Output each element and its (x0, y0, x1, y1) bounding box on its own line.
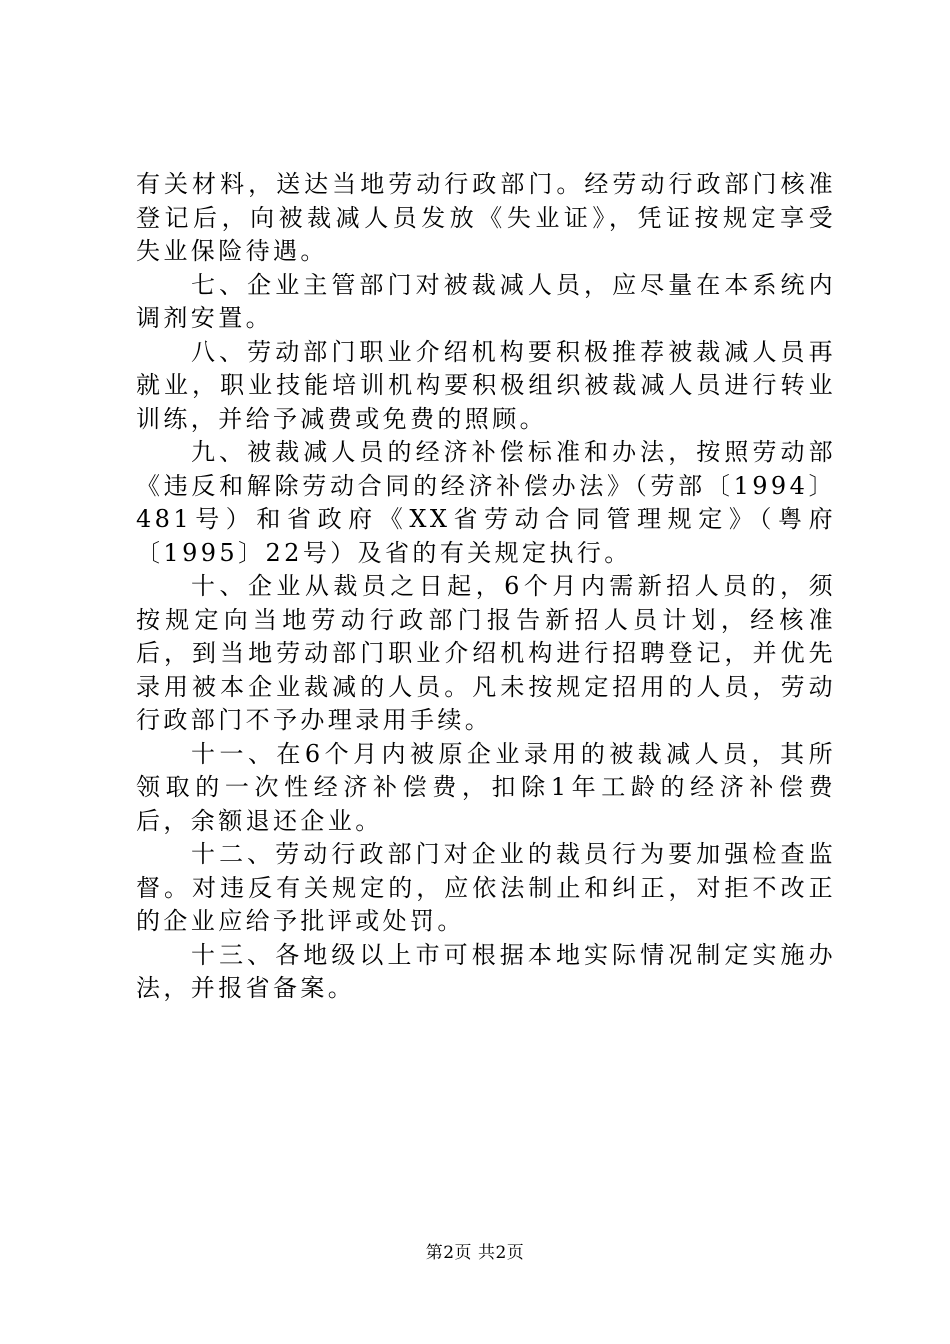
paragraph-article-8: 八、劳动部门职业介绍机构要积极推荐被裁减人员再就业，职业技能培训机构要积极组织被裁减人员进行转业训练，并给予减费或免费的照顾。 (136, 337, 836, 433)
paragraph-article-9: 九、被裁减人员的经济补偿标准和办法，按照劳动部《违反和解除劳动合同的经济补偿办法》（劳部〔1994〕481号）和省政府《XX省劳动合同管理规定》（粤府〔1995〕22号）及省的有关规定执行。 (136, 438, 836, 567)
page-number-label: 第2页 共2页 (425, 1243, 525, 1263)
document-body (136, 168, 836, 1006)
paragraph-article-12: 十二、劳动行政部门对企业的裁员行为要加强检查监督。对违反有关规定的，应依法制止和纠正，对拒不改正的企业应给予批评或处罚。 (136, 840, 836, 935)
paragraph-article-11: 十一、在6个月内被原企业录用的被裁减人员，其所领取的一次性经济补偿费，扣除1年工龄的经济补偿费后，余额退还企业。 (136, 739, 836, 835)
paragraph-continuation: 有关材料，送达当地劳动行政部门。经劳动行政部门核准登记后，向被裁减人员发放《失业证》，凭证按规定享受失业保险待遇。 (136, 170, 836, 265)
paragraph-article-13: 十三、各地级以上市可根据本地实际情况制定实施办法，并报省备案。 (136, 940, 836, 1002)
paragraph-article-7: 七、企业主管部门对被裁减人员，应尽量在本系统内调剂安置。 (136, 270, 836, 332)
page-footer (0, 1241, 950, 1265)
paragraph-article-10: 十、企业从裁员之日起，6个月内需新招人员的，须按规定向当地劳动行政部门报告新招人员计划，经核准后，到当地劳动部门职业介绍机构进行招聘登记，并优先录用被本企业裁减的人员。凡未按规定招用的人员，劳动行政部门不予办理录用手续。 (136, 572, 836, 734)
